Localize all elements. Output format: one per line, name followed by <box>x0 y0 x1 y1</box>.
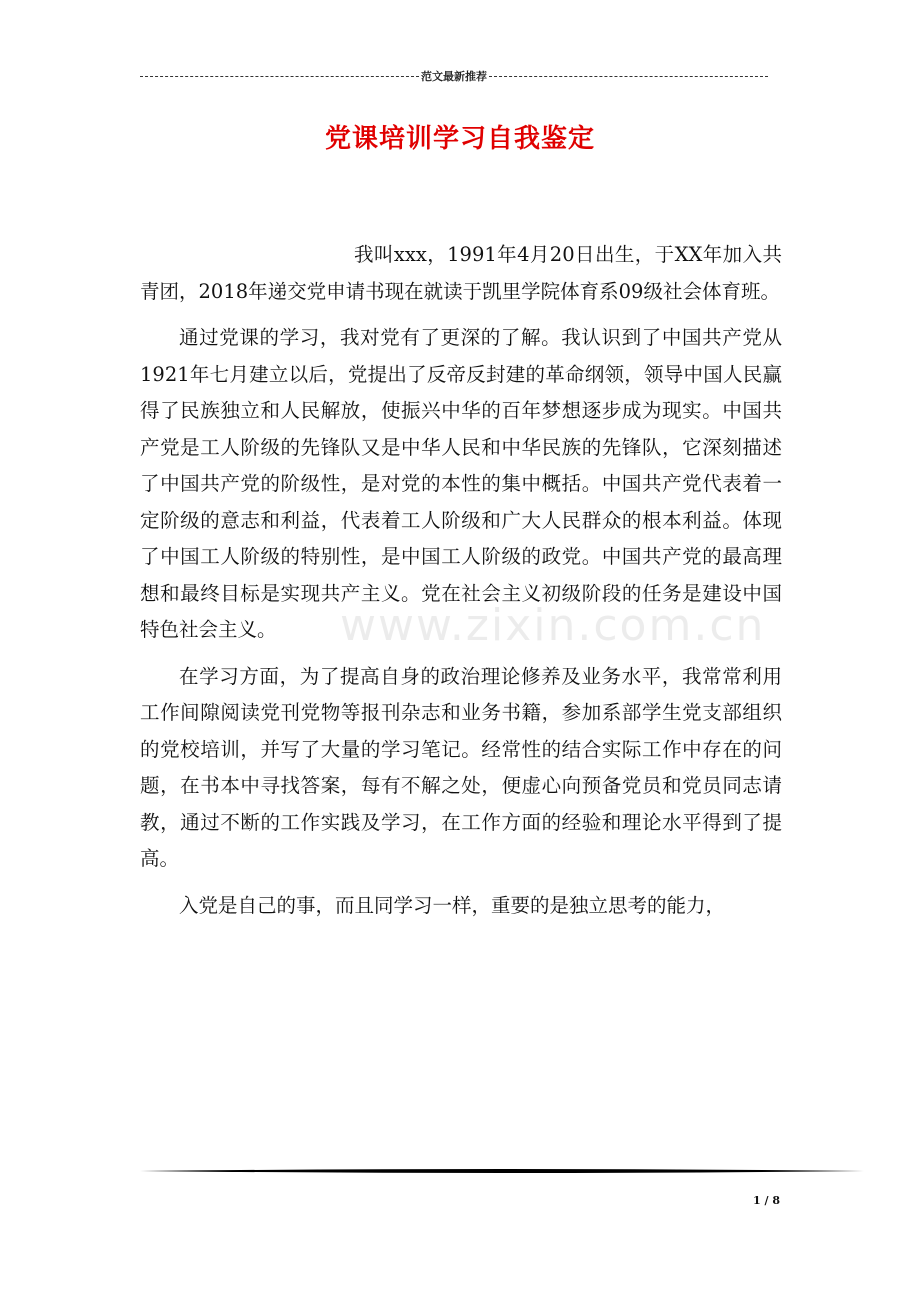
header-dash-left <box>140 76 419 77</box>
header-dash-right <box>489 76 768 77</box>
header-label: 范文最新推荐 <box>421 70 487 83</box>
paragraph-intro: 我叫xxx，1991年4月20日出生，于XX年加入共青团，2018年递交党申请书现在就读于凯里学院体育系09级社会体育班。 <box>140 243 782 303</box>
page-header <box>140 68 768 84</box>
paragraph: 通过党课的学习，我对党有了更深的了解。我认识到了中国共产党从1921年七月建立以后，党提出了反帝反封建的革命纲领，领导中国人民赢得了民族独立和人民解放，使振兴中华的百年梦想逐步成为现实。中国共产党是工人阶级的先锋队又是中华人民和中华民族的先锋队，它深刻描述了中国共产党的阶级性，是对党的本性的集中概括。中国共产党代表着一定阶级的意志和利益，代表着工人阶级和广大人民群众的根本利益。体现了中国工人阶级的特别性，是中国工人阶级的政党。中国共产党的最高理想和最终目标是实现共产主义。党在社会主义初级阶段的任务是建设中国特色社会主义。 <box>140 326 782 641</box>
page-number: 1 / 8 <box>753 1194 780 1207</box>
paragraph: 入党是自己的事，而且同学习一样，重要的是独立思考的能力， <box>179 893 726 917</box>
paragraph: 在学习方面，为了提高自身的政治理论修养及业务水平，我常常利用工作间隙阅读党刊党物等报刊杂志和业务书籍，参加系部学生党支部组织的党校培训，并写了大量的学习笔记。经常性的结合实际工作中存在的问题，在书本中寻找答案，每有不解之处，便虚心向预备党员和党员同志请教，通过不断的工作实践及学习，在工作方面的经验和理论水平得到了提高。 <box>140 664 782 870</box>
watermark: www.zixin.com.cn <box>340 600 766 651</box>
document-body <box>140 237 782 934</box>
footer-rule <box>140 1168 864 1174</box>
document-title: 党课培训学习自我鉴定 <box>324 124 595 154</box>
